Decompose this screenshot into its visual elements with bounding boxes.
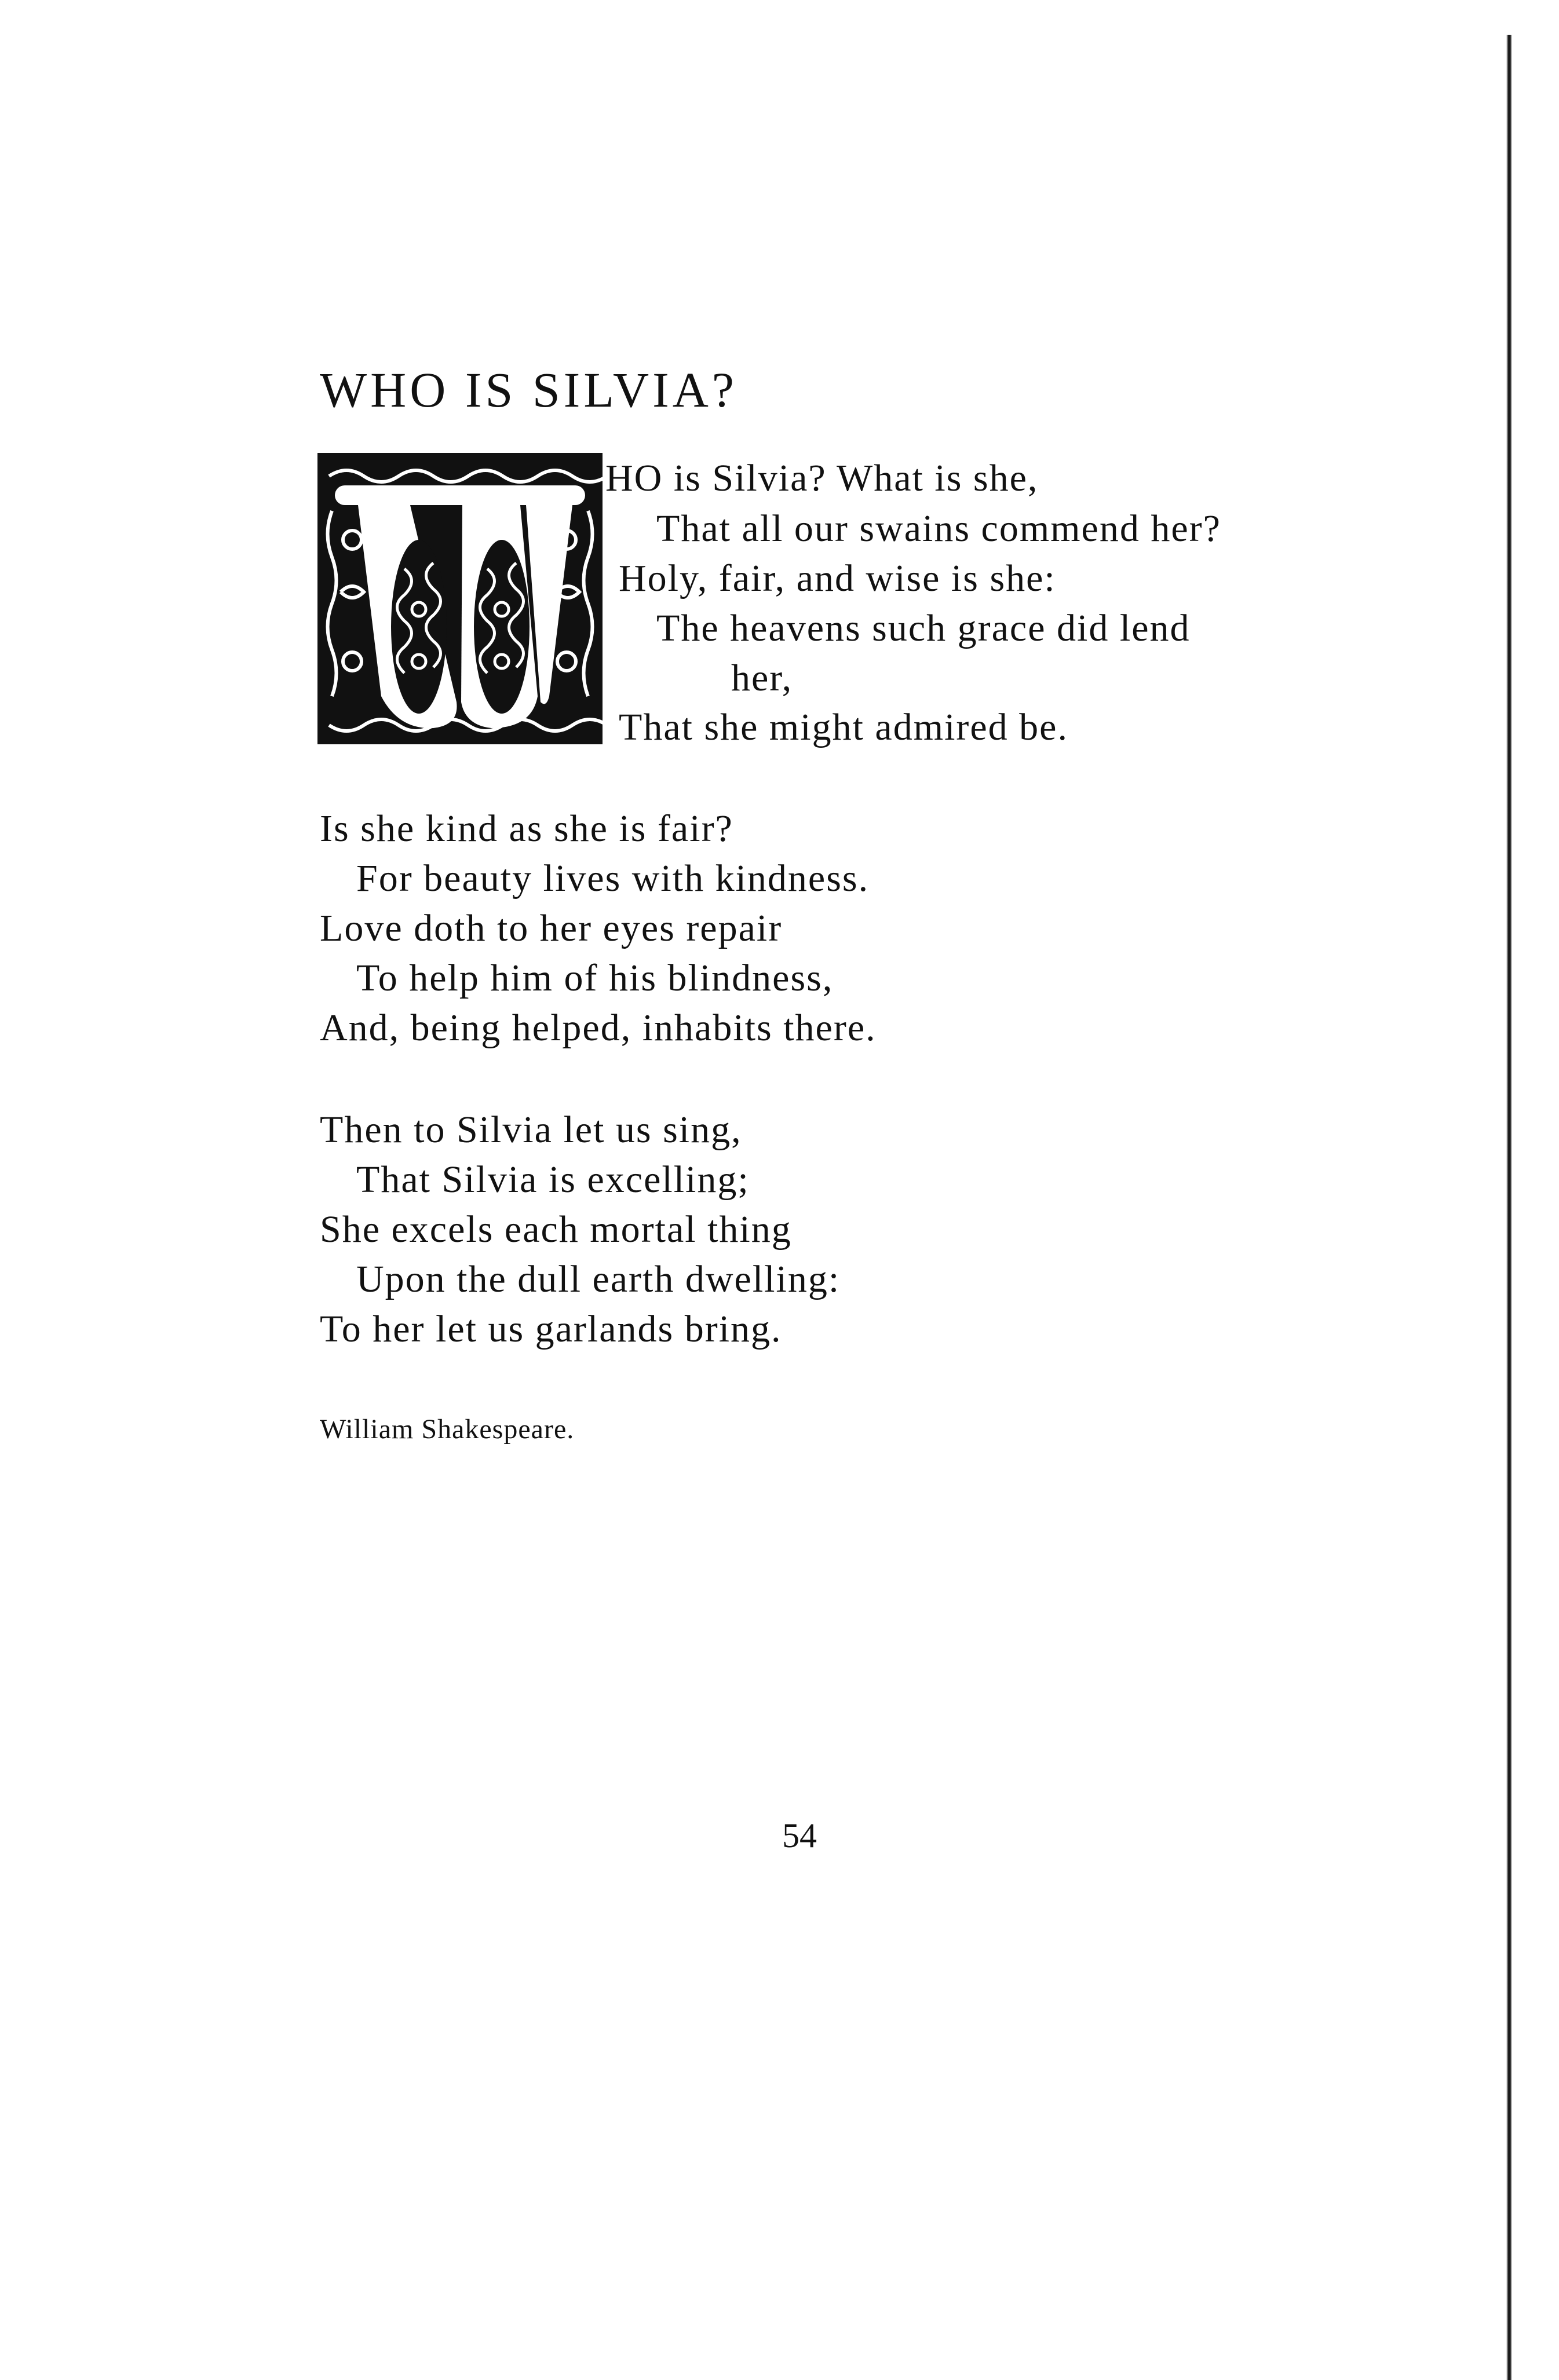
page-edge-shadow [1506, 35, 1512, 2380]
poem-line: To her let us garlands bring. [320, 1308, 782, 1350]
author-attribution: William Shakespeare. [320, 1414, 575, 1445]
poem-line: her, [731, 657, 793, 699]
poem-line: She excels each mortal thing [320, 1208, 792, 1251]
poem-line: The heavens such grace did lend [656, 607, 1191, 649]
poem-line: To help him of his blindness, [356, 957, 834, 999]
poem-title: WHO IS SILVIA? [320, 362, 737, 418]
poem-line: Love doth to her eyes repair [320, 907, 783, 949]
poem-line: Then to Silvia let us sing, [320, 1109, 742, 1151]
poem-line: And, being helped, inhabits there. [320, 1007, 877, 1049]
poem-line: That Silvia is excelling; [356, 1158, 750, 1201]
poem-line: Is she kind as she is fair? [320, 807, 733, 850]
drop-cap-w-ornament [317, 453, 603, 744]
poem-line: For beauty lives with kindness. [356, 857, 870, 900]
poem-line: Upon the dull earth dwelling: [356, 1258, 841, 1300]
poem-line: HO is Silvia? What is she, [605, 457, 1039, 499]
poem-line: Holy, fair, and wise is she: [619, 557, 1056, 599]
poem-line: That she might admired be. [619, 706, 1068, 748]
poem-line: That all our swains commend her? [656, 507, 1221, 550]
page-number: 54 [782, 1816, 817, 1855]
